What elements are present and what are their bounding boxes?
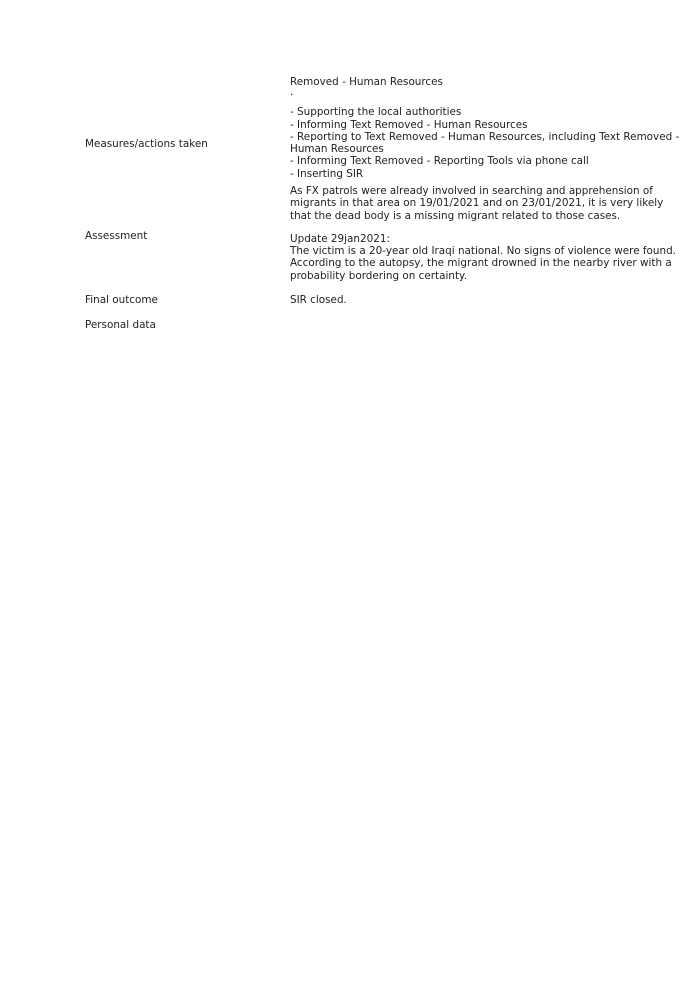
assessment-update-heading: Update 29jan2021: — [290, 232, 390, 245]
measures-item: - Informing Text Removed - Reporting Tools via phone call — [290, 155, 589, 168]
measures-lead-line: Removed - Human Resources — [290, 76, 443, 88]
assessment-value — [290, 185, 680, 282]
measures-value — [290, 76, 680, 180]
final-outcome-value: SIR closed. — [290, 294, 347, 306]
measures-item: - Informing Text Removed - Human Resources — [290, 118, 528, 131]
measures-item: - Supporting the local authorities — [290, 106, 462, 119]
measures-item: - Inserting SIR — [290, 167, 364, 180]
personal-data-label: Personal data — [85, 319, 156, 331]
measures-dot-line: . — [290, 86, 294, 99]
measures-label: Measures/actions taken — [85, 138, 208, 150]
final-outcome-label: Final outcome — [85, 294, 158, 306]
assessment-label: Assessment — [85, 230, 148, 242]
measures-item: - Reporting to Text Removed - Human Resources, including Text Removed - Human Resources — [290, 130, 680, 156]
assessment-paragraph: As FX patrols were already involved in searching and apprehension of migrants in that area on 19/01/2021 and on 23/01/2021, it is very likely that the dead body is a missing migrant related to those cases. — [290, 185, 664, 222]
assessment-update-text: The victim is a 20-year old Iraqi national. No signs of violence were found. According to the autopsy, the migrant drowned in the nearby river with a probability bordering on certainty. — [290, 245, 676, 282]
